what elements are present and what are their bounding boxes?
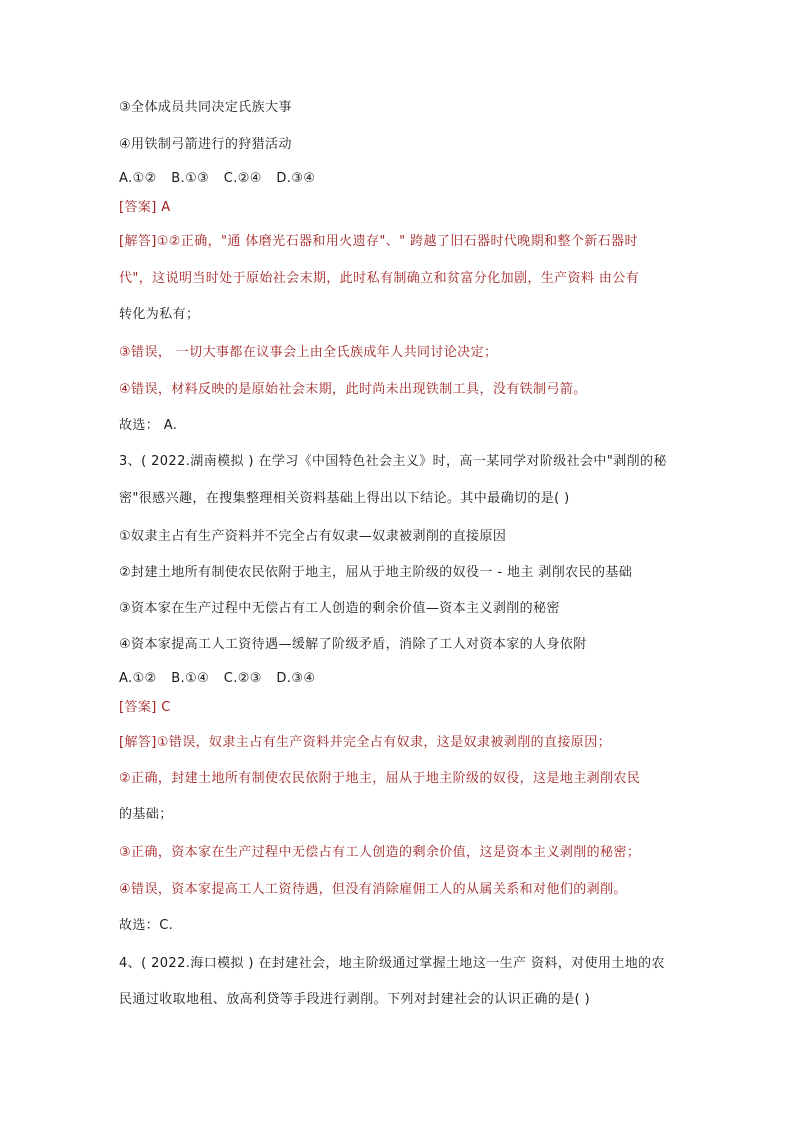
q2-answer: [答案] A	[119, 200, 171, 215]
q3-stem-line-1: 3、( 2022.湖南模拟 ) 在学习《中国特色社会主义》时，高一某同学对阶级社会中"剥削的秘	[119, 454, 667, 469]
q2-analysis-line-4: ③错误， 一切大事都在议事会上由全氏族成年人共同讨论决定；	[119, 345, 498, 360]
q2-analysis-line-3: 转化为私有；	[119, 307, 200, 322]
q2-option-4: ④用铁制弓箭进行的狩猎活动	[119, 137, 292, 152]
q3-analysis-line-1: [解答]①错误，奴隶主占有生产资料并完全占有奴隶，这是奴隶被剥削的直接原因；	[119, 735, 611, 750]
q3-select: 故选：C.	[119, 918, 174, 933]
q3-answer: [答案] C	[119, 700, 171, 715]
q3-stem-line-2: 密"很感兴趣，在搜集整理相关资料基础上得出以下结论。其中最确切的是( )	[119, 491, 570, 506]
q4-stem-line-2: 民通过收取地租、放高利贷等手段进行剥削。下列对封建社会的认识正确的是( )	[119, 992, 591, 1007]
q3-option-1: ①奴隶主占有生产资料并不完全占有奴隶—奴隶被剥削的直接原因	[119, 529, 507, 544]
q3-option-3: ③资本家在生产过程中无偿占有工人创造的剩余价值—资本主义剥削的秘密	[119, 601, 560, 616]
q3-option-4: ④资本家提高工人工资待遇—缓解了阶级矛盾，消除了工人对资本家的人身依附	[119, 637, 587, 652]
q3-analysis-line-5: ④错误，资本家提高工人工资待遇，但没有消除雇佣工人的从属关系和对他们的剥削。	[119, 882, 627, 897]
q2-analysis-line-5: ④错误，材料反映的是原始社会末期，此时尚未出现铁制工具，没有铁制弓箭。	[119, 382, 587, 397]
q2-analysis-line-1: [解答]①②正确，"通 体磨光石器和用火遗存"、" 跨越了旧石器时代晚期和整个新石器时	[119, 234, 638, 249]
q3-option-2: ②封建土地所有制使农民依附于地主，屈从于地主阶级的奴役一 - 地主 剥削农民的基础	[119, 565, 633, 580]
q3-analysis-line-4: ③正确，资本家在生产过程中无偿占有工人创造的剩余价值，这是资本主义剥削的秘密；	[119, 845, 641, 860]
q2-select: 故选： A.	[119, 418, 178, 433]
q2-choices: A.①② B.①③ C.②④ D.③④	[119, 171, 316, 186]
q4-stem-line-1: 4、( 2022.海口模拟 ) 在封建社会，地主阶级通过掌握土地这一生产 资料，对使用土地的农	[119, 956, 665, 971]
q2-analysis-line-2: 代"，这说明当时处于原始社会末期，此时私有制确立和贫富分化加剧，生产资料 由公有	[119, 271, 640, 286]
q3-analysis-line-3: 的基础；	[119, 807, 173, 822]
q2-option-3: ③全体成员共同决定氏族大事	[119, 100, 292, 115]
q3-analysis-line-2: ②正确，封建土地所有制使农民依附于地主，屈从于地主阶级的奴役，这是地主剥削农民	[119, 771, 641, 786]
q3-choices: A.①② B.①④ C.②③ D.③④	[119, 671, 316, 686]
